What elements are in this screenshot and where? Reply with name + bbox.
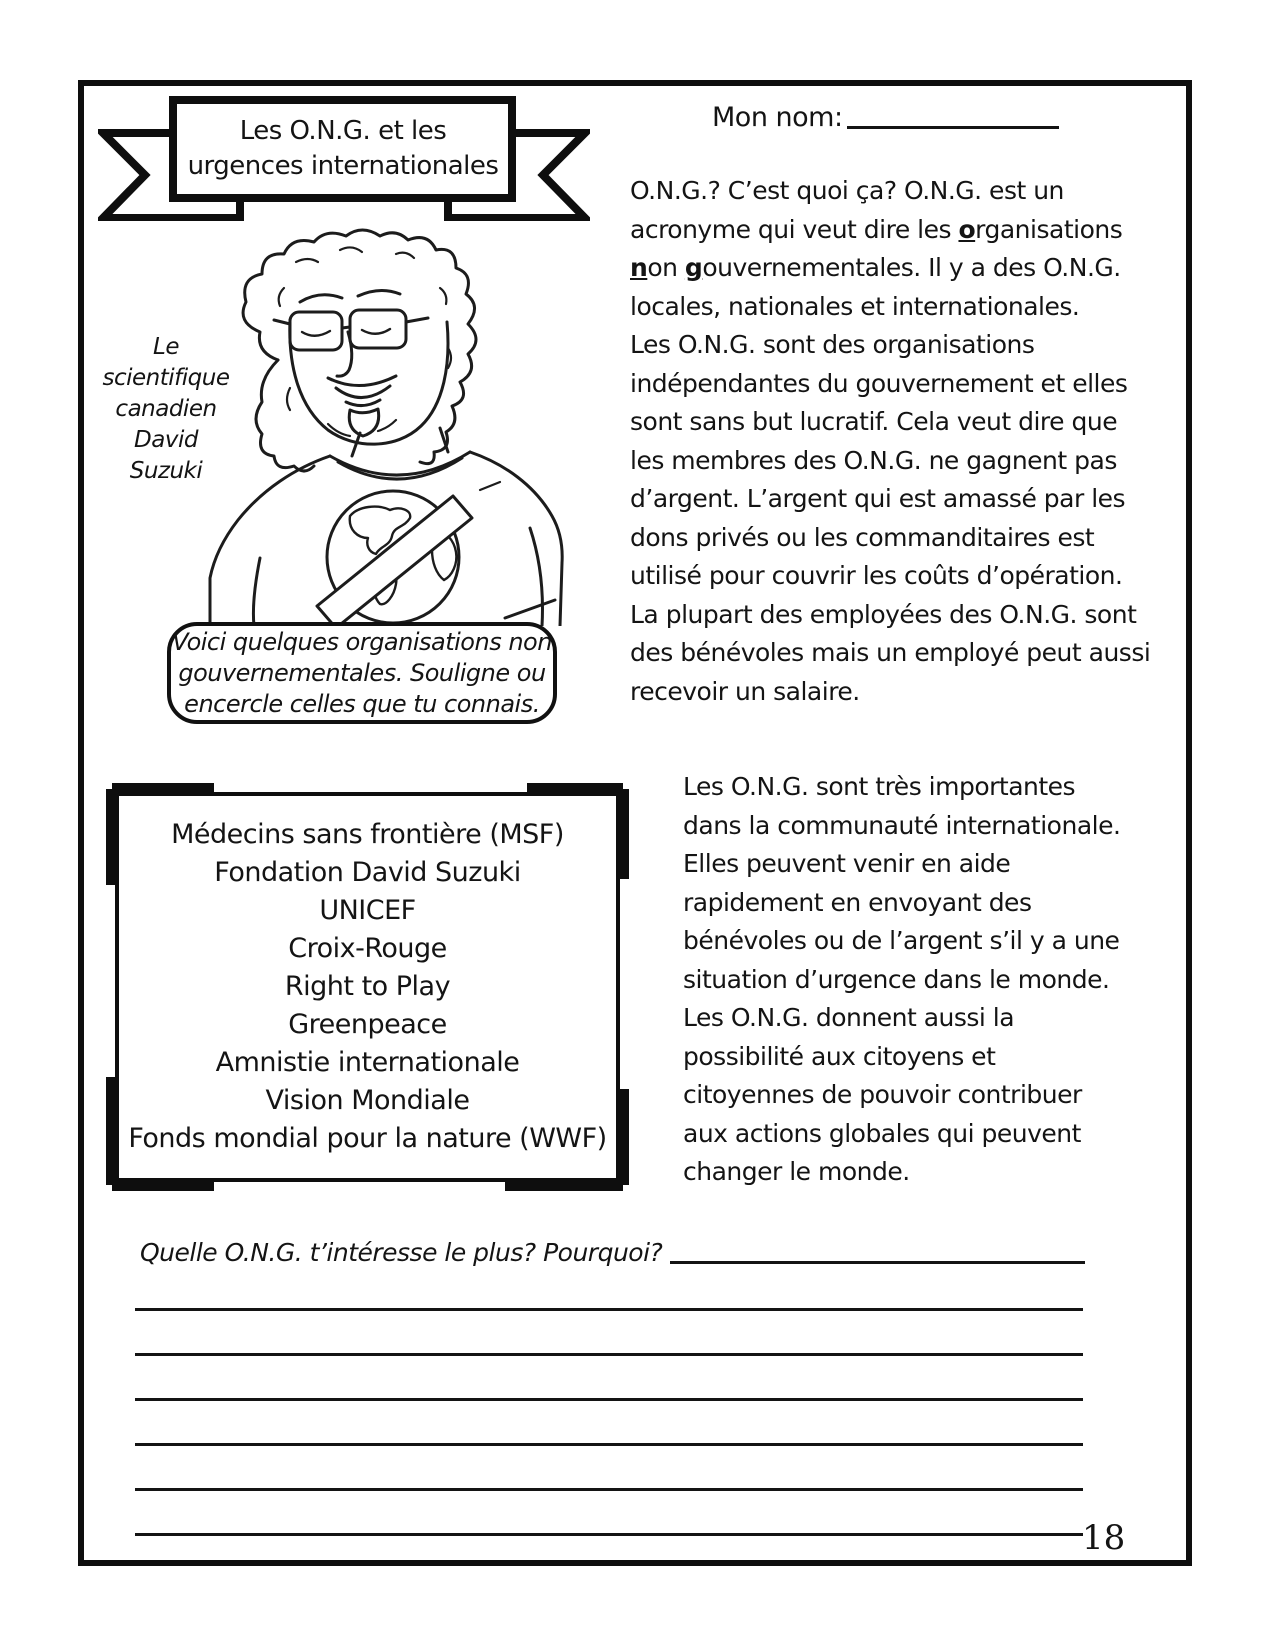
paragraph-line: O.N.G.? C’est quoi ça? O.N.G. est un xyxy=(630,176,1064,205)
importance-paragraph xyxy=(683,768,1120,1192)
name-blank-line[interactable] xyxy=(847,102,1059,129)
question-label: Quelle O.N.G. t’intéresse le plus? Pourquoi? xyxy=(140,1238,663,1267)
answer-line[interactable] xyxy=(135,1446,1083,1491)
name-label: Mon nom: xyxy=(712,102,843,133)
ngo-list-item[interactable]: Fondation David Suzuki xyxy=(214,857,521,888)
paragraph-line: dans la communauté internationale. xyxy=(683,810,1121,840)
box-corner-accent xyxy=(106,1077,116,1185)
answer-line[interactable] xyxy=(135,1266,1083,1311)
answer-line[interactable] xyxy=(135,1401,1083,1446)
paragraph-line: bénévoles ou de l’argent s’il y a une xyxy=(683,926,1120,955)
paragraph-line: recevoir un salaire. xyxy=(630,676,860,706)
paragraph-line: non gouvernementales. Il y a des O.N.G. xyxy=(630,253,1121,282)
paragraph-line: citoyennes de pouvoir contribuer xyxy=(683,1080,1082,1109)
ngo-list-item[interactable]: Amnistie internationale xyxy=(215,1047,520,1078)
paragraph-line: possibilité aux citoyens et xyxy=(683,1041,996,1071)
paragraph-line: Elles peuvent venir en aide xyxy=(683,849,1011,878)
ngo-list-box xyxy=(115,792,620,1182)
box-corner-accent xyxy=(527,783,623,793)
paragraph-line: les membres des O.N.G. ne gagnent pas xyxy=(630,445,1117,475)
paragraph-line: utilisé pour couvrir les coûts d’opération. xyxy=(630,561,1123,590)
paragraph-line: Les O.N.G. sont très importantes xyxy=(683,772,1076,801)
box-corner-accent xyxy=(106,789,116,885)
answer-lines xyxy=(135,1266,1083,1536)
ngo-list-item[interactable]: Vision Mondiale xyxy=(265,1085,470,1116)
paragraph-line: Les O.N.G. donnent aussi la xyxy=(683,1003,1015,1032)
box-corner-accent xyxy=(112,783,214,793)
box-corner-accent xyxy=(619,789,629,879)
paragraph-line: indépendantes du gouvernement et elles xyxy=(630,368,1128,398)
ngo-list-item[interactable]: Greenpeace xyxy=(288,1009,447,1040)
ngo-list-item[interactable]: Croix-Rouge xyxy=(288,933,447,964)
speech-bubble xyxy=(167,622,557,724)
portrait-caption-line: scientifique xyxy=(102,365,230,391)
name-field xyxy=(712,102,1059,133)
ngo-list-item[interactable]: UNICEF xyxy=(319,895,416,926)
box-corner-accent xyxy=(505,1181,623,1191)
ngo-list-item[interactable]: Médecins sans frontière (MSF) xyxy=(171,819,564,850)
speech-bubble-line: Voici quelques organisations non xyxy=(172,627,552,656)
intro-paragraph xyxy=(630,172,1150,711)
answer-line[interactable] xyxy=(135,1356,1083,1401)
paragraph-line: sont sans but lucratif. Cela veut dire que xyxy=(630,407,1118,436)
banner-title-line: urgences internationales xyxy=(187,151,499,181)
box-corner-accent xyxy=(112,1181,214,1191)
portrait-caption-line: Le xyxy=(153,334,179,360)
portrait-caption-line: David xyxy=(134,427,198,453)
paragraph-line: aux actions globales qui peuvent xyxy=(683,1118,1081,1148)
question-blank-line[interactable] xyxy=(670,1238,1085,1264)
paragraph-line: La plupart des employées des O.N.G. sont xyxy=(630,599,1137,629)
paragraph-line: locales, nationales et internationales. xyxy=(630,291,1080,321)
question-row xyxy=(140,1238,1085,1267)
paragraph-line: acronyme qui veut dire les organisations xyxy=(630,214,1123,244)
speech-bubble-line: gouvernementales. Souligne ou xyxy=(178,658,546,687)
answer-line[interactable] xyxy=(135,1311,1083,1356)
page-number: 18 xyxy=(1082,1518,1126,1558)
ngo-list-item[interactable]: Fonds mondial pour la nature (WWF) xyxy=(128,1123,607,1154)
paragraph-line: Les O.N.G. sont des organisations xyxy=(630,330,1035,359)
ngo-list-item[interactable]: Right to Play xyxy=(284,971,451,1002)
answer-line[interactable] xyxy=(135,1491,1083,1536)
paragraph-line: d’argent. L’argent qui est amassé par les xyxy=(630,484,1126,513)
paragraph-line: des bénévoles mais un employé peut aussi xyxy=(630,638,1151,667)
paragraph-line: changer le monde. xyxy=(683,1157,910,1186)
banner-title xyxy=(173,101,513,197)
david-suzuki-drawing-icon xyxy=(200,228,568,626)
paragraph-line: dons privés ou les commanditaires est xyxy=(630,522,1095,552)
portrait-caption-line: canadien xyxy=(115,396,217,422)
speech-bubble-line: encercle celles que tu connais. xyxy=(184,689,540,718)
banner-title-line: Les O.N.G. et les xyxy=(239,116,447,146)
box-corner-accent xyxy=(619,1089,629,1185)
paragraph-line: situation d’urgence dans le monde. xyxy=(683,964,1110,994)
portrait-caption-line: Suzuki xyxy=(129,458,203,484)
paragraph-line: rapidement en envoyant des xyxy=(683,887,1032,917)
